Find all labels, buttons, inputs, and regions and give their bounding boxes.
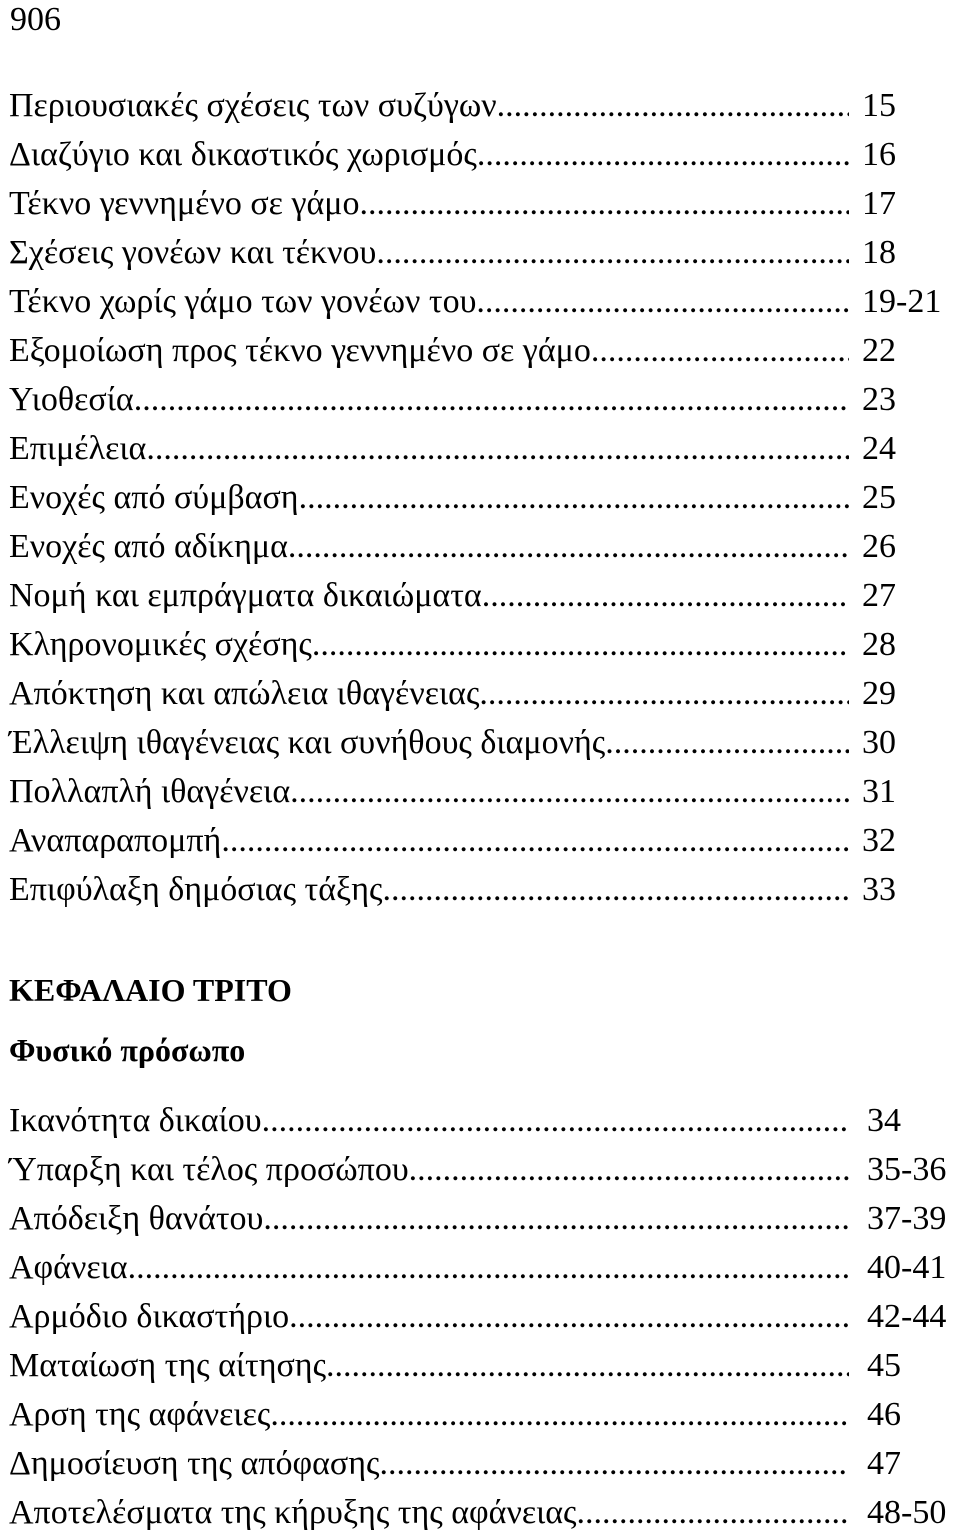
toc-entry-title: Αρμόδιο δικαστήριο xyxy=(9,1298,290,1335)
dot-leader xyxy=(409,1145,849,1194)
toc-entry xyxy=(9,571,896,620)
toc-entry-pages: 29 xyxy=(862,675,896,712)
dot-leader xyxy=(289,1292,849,1341)
toc-entry-title: Ματαίωση της αίτησης xyxy=(9,1347,327,1384)
toc-entry-pages: 30 xyxy=(862,724,896,761)
toc-entry-pages: 48-50 xyxy=(867,1494,947,1531)
toc-entry xyxy=(9,1194,947,1243)
dot-leader xyxy=(477,130,849,179)
toc-entry-pages: 42-44 xyxy=(867,1298,947,1335)
toc-entry-pages: 28 xyxy=(862,626,896,663)
toc-entry-pages: 16 xyxy=(862,136,896,173)
dot-leader xyxy=(299,473,849,522)
toc-entry-pages: 37-39 xyxy=(867,1200,947,1237)
toc-entry-title: Τέκνο γεννημένο σε γάμο xyxy=(9,185,360,222)
toc-entry xyxy=(9,767,896,816)
toc-entry xyxy=(9,718,896,767)
dot-leader xyxy=(382,865,849,914)
toc-entry-title: Απόδειξη θανάτου xyxy=(9,1200,264,1237)
dot-leader xyxy=(134,375,849,424)
toc-entry xyxy=(9,179,896,228)
dot-leader xyxy=(379,1439,849,1488)
toc-entry-pages: 19-21 xyxy=(862,283,942,320)
toc-entry-title: Απόκτηση και απώλεια ιθαγένειας xyxy=(9,675,480,712)
toc-entry xyxy=(9,473,896,522)
toc-entry xyxy=(9,424,896,473)
toc-entry xyxy=(9,1096,901,1145)
toc-entry-pages: 27 xyxy=(862,577,896,614)
toc-entry xyxy=(9,1145,947,1194)
dot-leader xyxy=(479,669,849,718)
toc-entry-title: Υιοθεσία xyxy=(9,381,134,418)
toc-entry xyxy=(9,130,896,179)
toc-entry xyxy=(9,522,896,571)
dot-leader xyxy=(605,718,849,767)
toc-entry-pages: 45 xyxy=(867,1347,901,1384)
toc-entry-title: Εξομοίωση προς τέκνο γεννημένο σε γάμο xyxy=(9,332,591,369)
dot-leader xyxy=(476,277,849,326)
dot-leader xyxy=(128,1243,849,1292)
toc-entry-title: Επιμέλεια xyxy=(9,430,147,467)
toc-entry xyxy=(9,1488,947,1537)
toc-entry-title: Ικανότητα δικαίου xyxy=(9,1102,262,1139)
toc-entry-title: Ενοχές από σύμβαση xyxy=(9,479,299,516)
dot-leader xyxy=(262,1096,849,1145)
dot-leader xyxy=(497,81,849,130)
toc-entry xyxy=(9,1243,947,1292)
toc-entry xyxy=(9,1292,947,1341)
toc-entry-title: Κληρονομικές σχέσης xyxy=(9,626,312,663)
toc-entry-title: Νομή και εμπράγματα δικαιώματα xyxy=(9,577,482,614)
toc-entry-pages: 34 xyxy=(867,1102,901,1139)
toc-entry-title: Επιφύλαξη δημόσιας τάξης xyxy=(9,871,383,908)
dot-leader xyxy=(312,620,849,669)
toc-entry-pages: 35-36 xyxy=(867,1151,947,1188)
toc-entry-title: Πολλαπλή ιθαγένεια xyxy=(9,773,291,810)
dot-leader xyxy=(290,767,849,816)
toc-entry-pages: 22 xyxy=(862,332,896,369)
toc-entry-pages: 17 xyxy=(862,185,896,222)
toc-entry-pages: 40-41 xyxy=(867,1249,947,1286)
toc-entry-title: Αποτελέσματα της κήρυξης της αφάνειας xyxy=(9,1494,577,1531)
toc-entry-title: Έλλειψη ιθαγένειας και συνήθους διαμονής xyxy=(9,724,606,761)
dot-leader xyxy=(288,522,849,571)
dot-leader xyxy=(146,424,849,473)
toc-entry-pages: 32 xyxy=(862,822,896,859)
toc-entry-title: Ύπαρξη και τέλος προσώπου xyxy=(9,1151,409,1188)
dot-leader xyxy=(263,1194,849,1243)
dot-leader xyxy=(326,1341,849,1390)
toc-entry-pages: 15 xyxy=(862,87,896,124)
toc-entry-pages: 24 xyxy=(862,430,896,467)
dot-leader xyxy=(221,816,849,865)
toc-entry xyxy=(9,277,942,326)
toc-entry-pages: 25 xyxy=(862,479,896,516)
chapter-title: Φυσικό πρόσωπο xyxy=(9,1032,246,1068)
dot-leader xyxy=(360,179,849,228)
toc-entry xyxy=(9,81,896,130)
toc-entry-pages: 47 xyxy=(867,1445,901,1482)
toc-entry-pages: 46 xyxy=(867,1396,901,1433)
toc-entry xyxy=(9,1439,901,1488)
toc-section-a xyxy=(9,81,942,914)
toc-entry-title: Περιουσιακές σχέσεις των συζύγων xyxy=(9,87,497,124)
toc-entry-title: Σχέσεις γονέων και τέκνου xyxy=(9,234,377,271)
toc-entry-pages: 33 xyxy=(862,871,896,908)
toc-entry-title: Αρση της αφάνειες xyxy=(9,1396,271,1433)
toc-entry xyxy=(9,865,896,914)
dot-leader xyxy=(591,326,849,375)
chapter-heading: ΚΕΦΑΛΑΙΟ ΤΡΙΤΟ xyxy=(9,972,292,1008)
toc-entry xyxy=(9,816,896,865)
toc-entry-pages: 26 xyxy=(862,528,896,565)
toc-entry xyxy=(9,326,896,375)
dot-leader xyxy=(376,228,849,277)
toc-entry xyxy=(9,1341,901,1390)
toc-entry-title: Τέκνο χωρίς γάμο των γονέων του xyxy=(9,283,477,320)
toc-entry-title: Αναπαραπομπή xyxy=(9,822,222,859)
toc-entry xyxy=(9,228,896,277)
toc-entry xyxy=(9,1390,901,1439)
toc-entry-pages: 31 xyxy=(862,773,896,810)
toc-entry-title: Ενοχές από αδίκημα xyxy=(9,528,288,565)
toc-entry-title: Αφάνεια xyxy=(9,1249,128,1286)
toc-entry-pages: 23 xyxy=(862,381,896,418)
dot-leader xyxy=(482,571,849,620)
toc-entry-title: Δημοσίευση της απόφασης xyxy=(9,1445,380,1482)
dot-leader xyxy=(270,1390,849,1439)
toc-entry xyxy=(9,375,896,424)
toc-section-b xyxy=(9,1096,947,1537)
dot-leader xyxy=(577,1488,849,1537)
toc-entry xyxy=(9,669,896,718)
toc-entry xyxy=(9,620,896,669)
page-number: 906 xyxy=(10,1,61,38)
toc-entry-title: Διαζύγιο και δικαστικός χωρισμός xyxy=(9,136,477,173)
toc-entry-pages: 18 xyxy=(862,234,896,271)
